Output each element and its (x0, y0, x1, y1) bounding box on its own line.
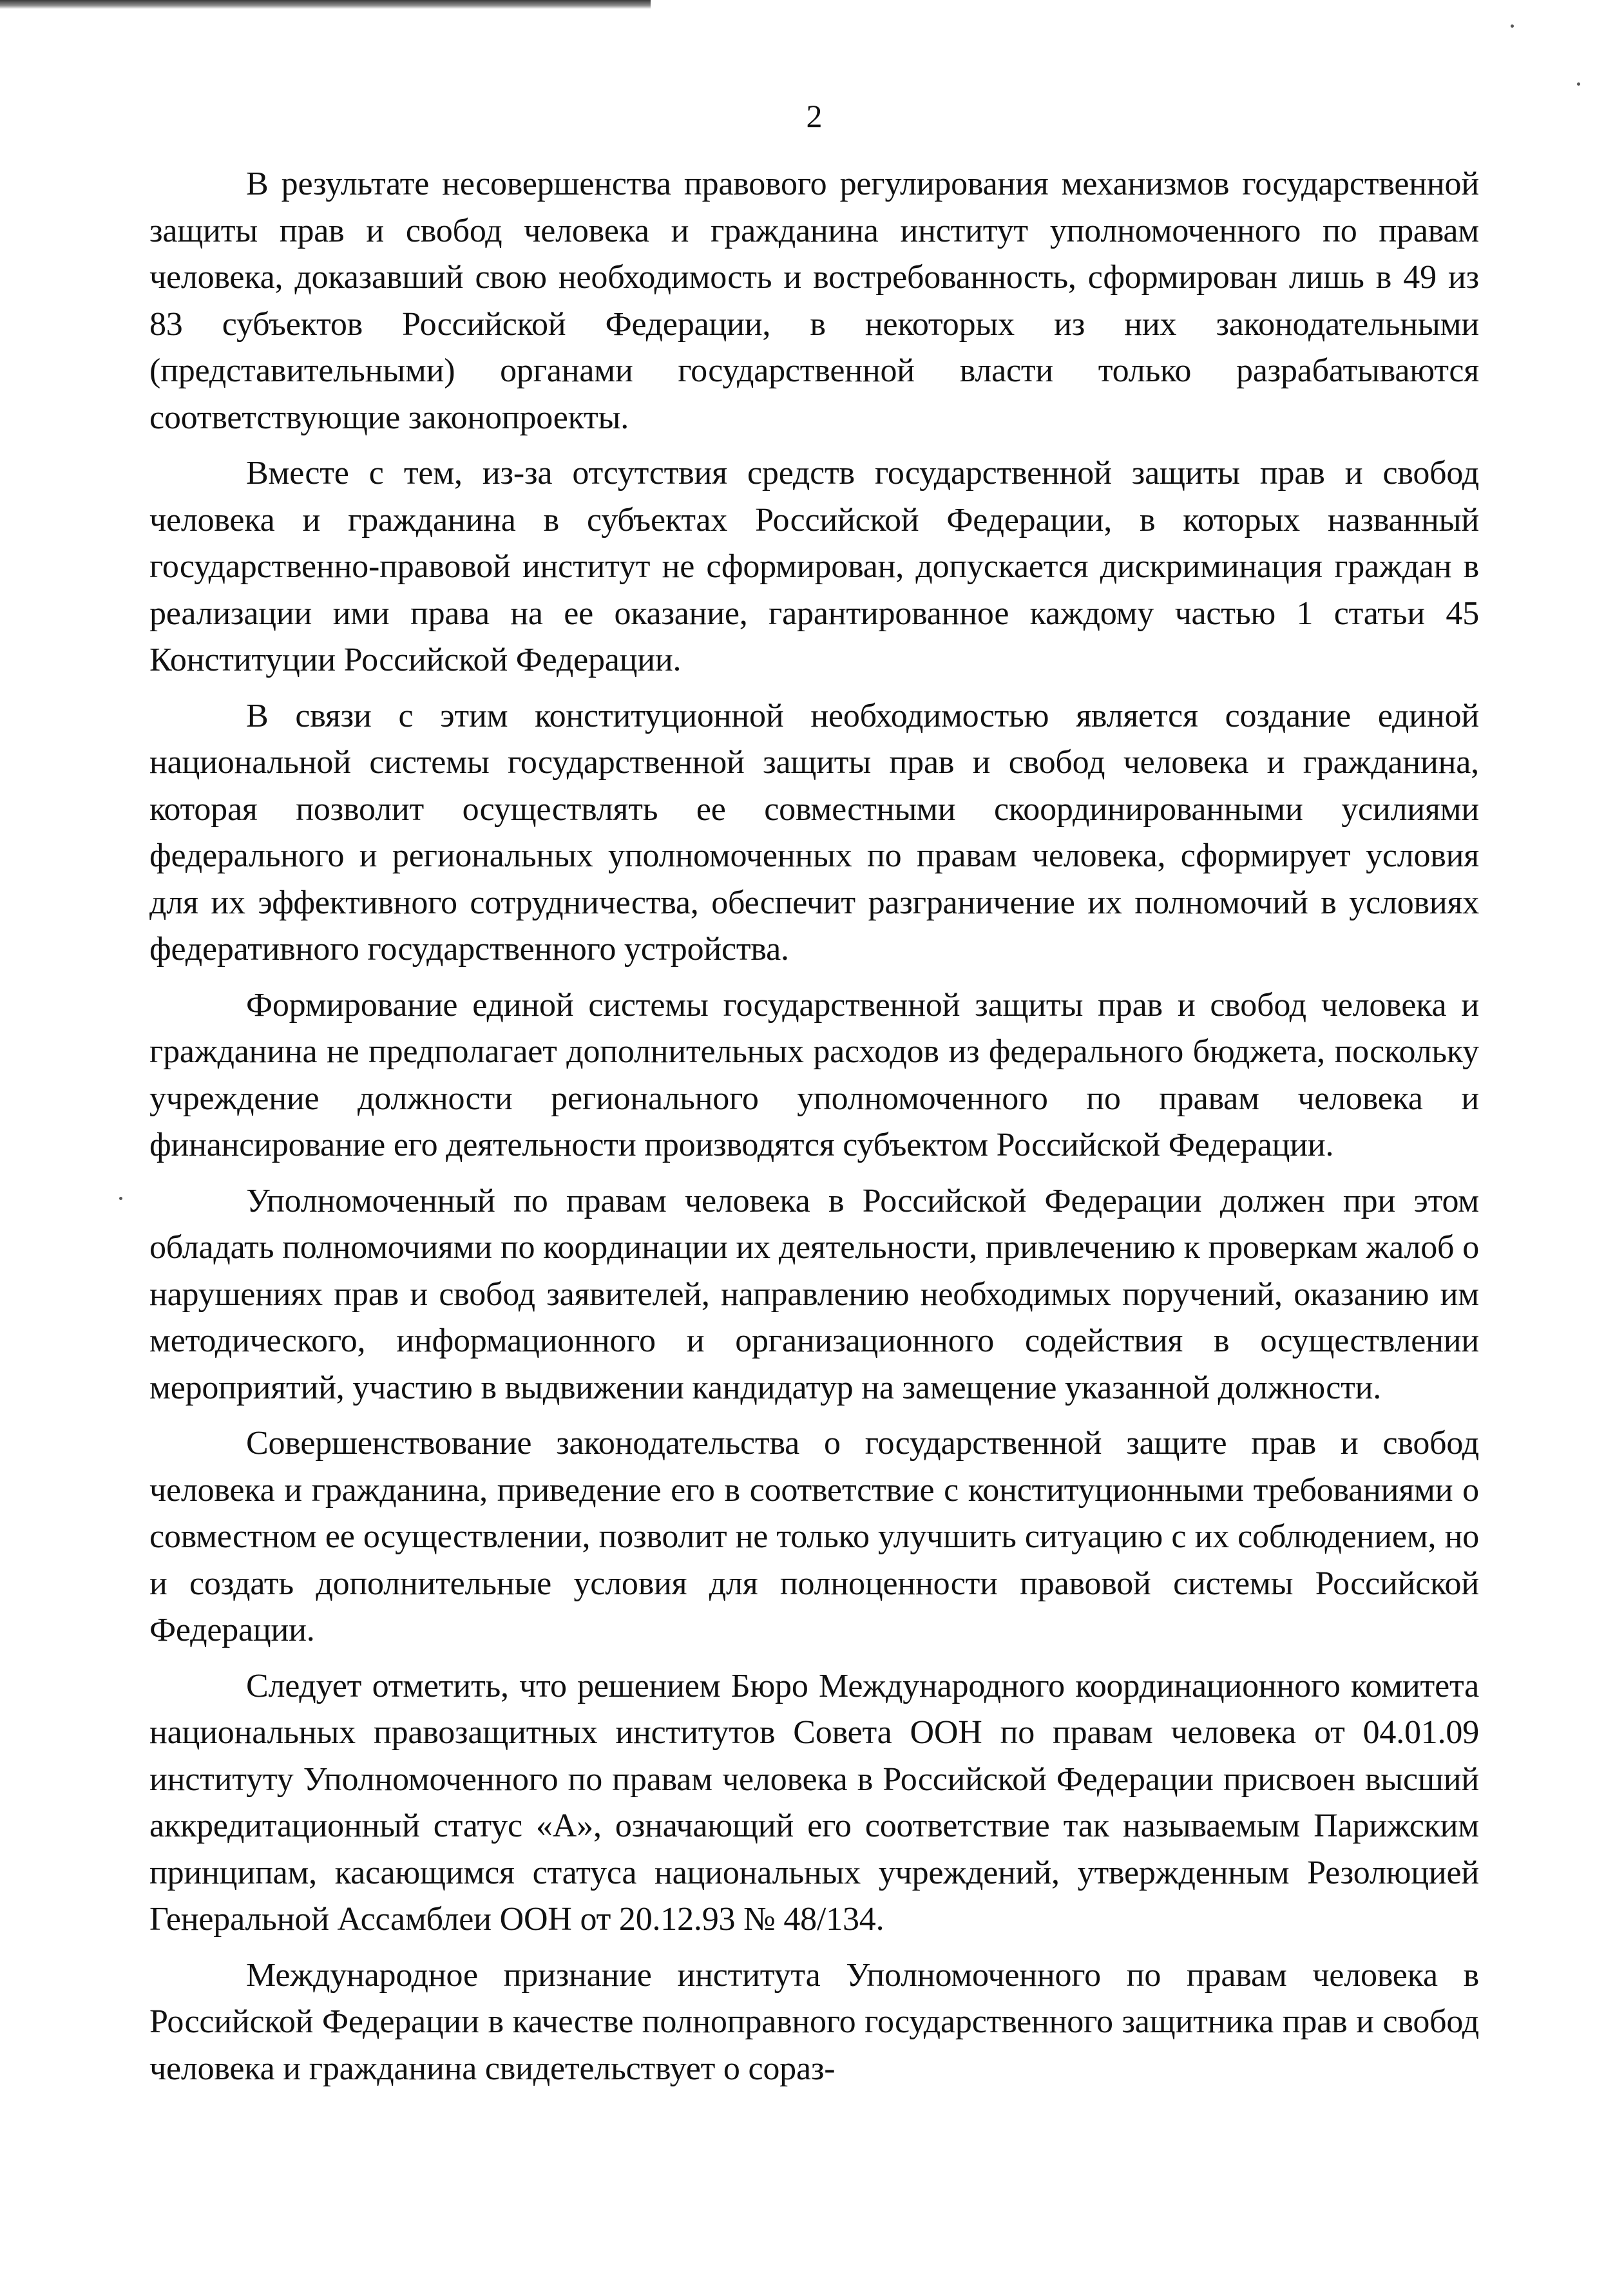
paragraph: Международное признание института Уполномоченного по правам человека в Российской Федерации в качестве полноправного государственного защитника прав и свобод человека и гражданина свидетельствует о сораз- (149, 1956, 1479, 2087)
paragraph: В связи с этим конституционной необходимостью является создание единой национальной системы государственной защиты прав и свобод человека и гражданина, которая позволит осуществлять ее совместными скоординированными усилиями федерального и региональных уполномоченных по правам человека, сформирует условия для их эффективного сотрудничества, обеспечит разграничение их полномочий в условиях федеративного государственного устройства. (149, 697, 1479, 968)
paragraph: Уполномоченный по правам человека в Российской Федерации должен при этом обладать полномочиями по координации их деятельности, привлечению к проверкам жалоб о нарушениях прав и свобод заявителей, направлению необходимых поручений, оказанию им методического, информационного и организационного содействия в осуществлении мероприятий, участию в выдвижении кандидатур на замещение указанной должности. (149, 1182, 1479, 1406)
paragraph: Вместе с тем, из-за отсутствия средств государственной защиты прав и свобод человека и гражданина в субъектах Российской Федерации, в которых названный государственно-правовой институт не сформирован, допускается дискриминация граждан в реализации ими права на ее оказание, гарантированное каждому частью 1 статьи 45 Конституции Российской Федерации. (149, 455, 1479, 678)
paragraph: В результате несовершенства правового регулирования механизмов государственной защиты прав и свобод человека и гражданина институт уполномоченного по правам человека, доказавший свою необходимость и востребованность, сформирован лишь в 49 из 83 субъектов Российской Федерации, в некоторых из них законодательными (представительными) органами государственной власти только разрабатываются соответствующие законопроекты. (149, 166, 1479, 436)
scan-edge-artifact (0, 0, 651, 9)
scan-speck (1511, 24, 1514, 28)
scan-speck (1577, 82, 1580, 86)
paragraph: Формирование единой системы государственной защиты прав и свобод человека и гражданина не предполагает дополнительных расходов из федерального бюджета, поскольку учреждение должности регионального уполномоченного по правам человека и финансирование его деятельности производятся субъектом Российской Федерации. (149, 986, 1479, 1163)
page-number: 2 (806, 98, 823, 134)
paragraph: Следует отметить, что решением Бюро Международного координационного комитета национальных правозащитных институтов Совета ООН по правам человека от 04.01.09 институту Уполномоченного по правам человека в Российской Федерации присвоен высший аккредитационный статус «А», означающий его соответствие так называемым Парижским принципам, касающимся статуса национальных учреждений, утвержденным Резолюцией Генеральной Ассамблеи ООН от 20.12.93 № 48/134. (149, 1667, 1479, 1938)
document-page (149, 97, 1479, 2101)
paragraph: Совершенствование законодательства о государственной защите прав и свобод человека и гражданина, приведение его в соответствие с конституционными требованиями о совместном ее осуществлении, позволит не только улучшить ситуацию с их соблюдением, но и создать дополнительные условия для полноценности правовой системы Российской Федерации. (149, 1425, 1479, 1648)
scan-speck (119, 1197, 122, 1200)
